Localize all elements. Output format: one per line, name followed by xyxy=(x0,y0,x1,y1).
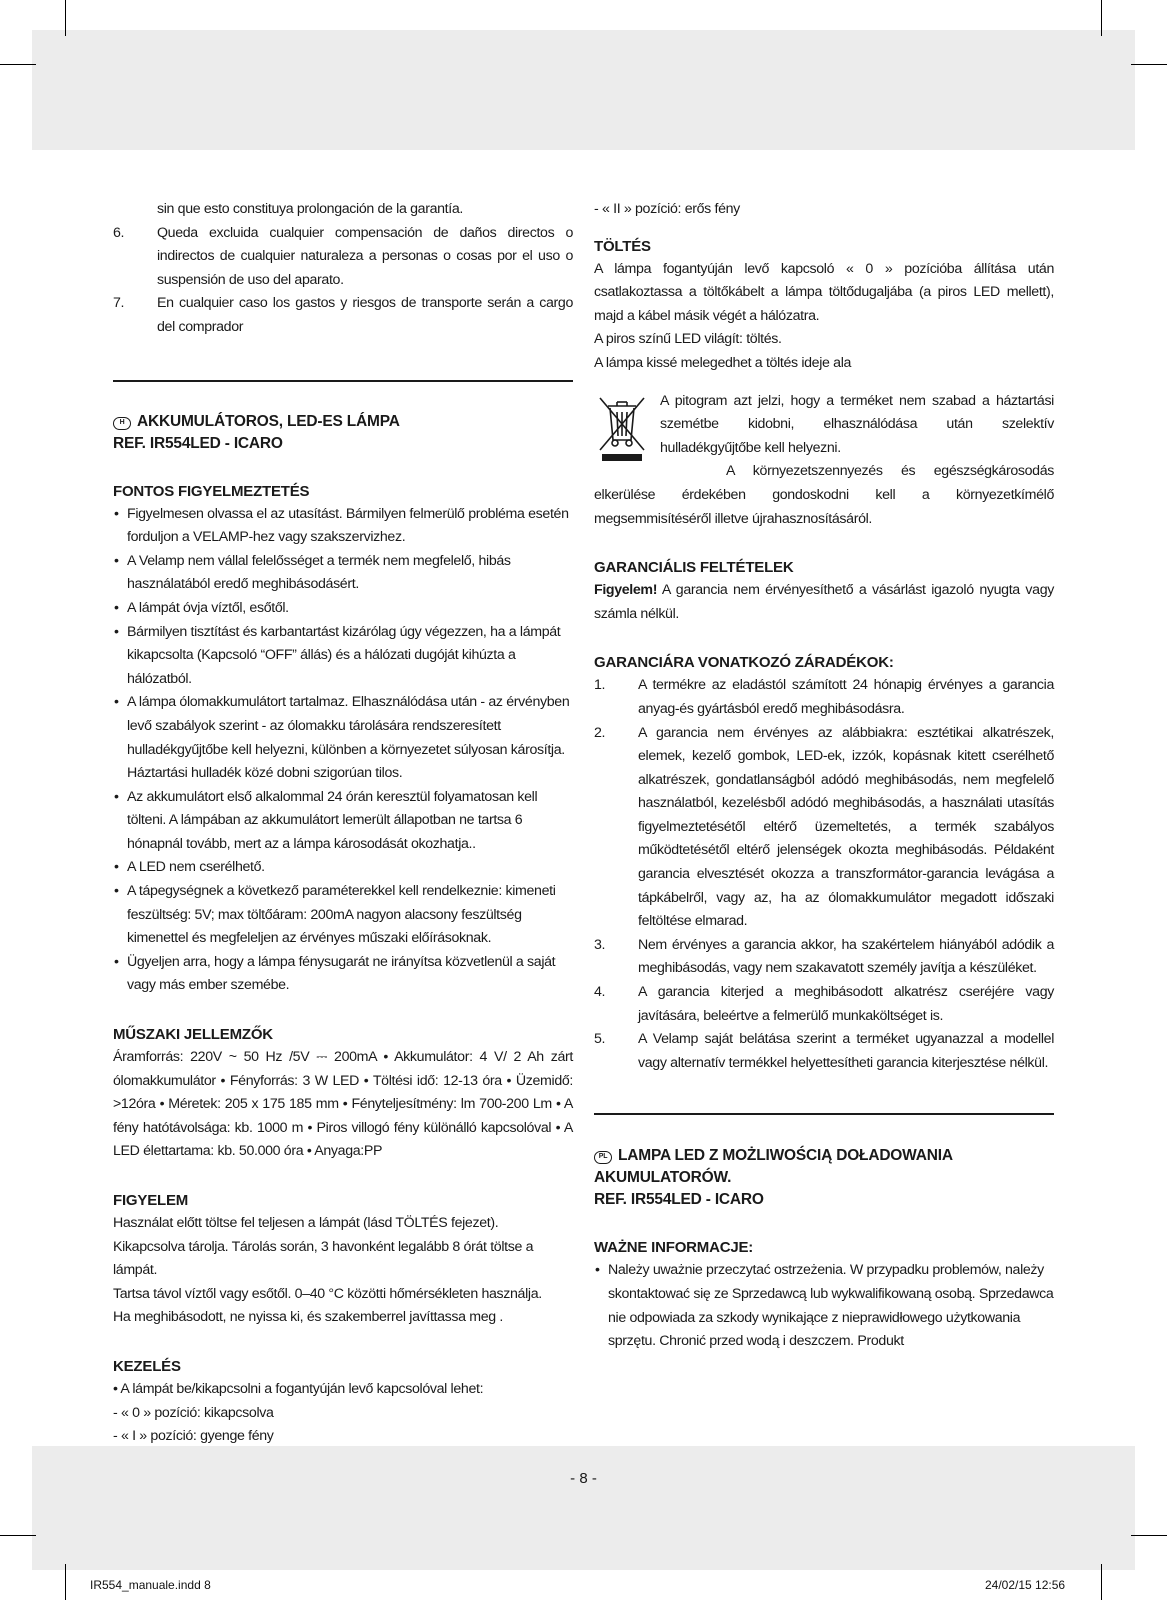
list-item: • Az akkumulátort első alkalommal 24 órán keresztül folyamatosan kell tölteni. A lámpában az akkumulátort lemerült állapotban ne tartsa 6 hónapnál tovább, mert az a lámpa károsodását okozhatja.. xyxy=(113,786,573,857)
list-item: • A LED nem cserélhető. xyxy=(113,856,573,880)
list-item: • Figyelmesen olvassa el az utasítást. Bármilyen felmerülő probléma esetén forduljon a VELAMP-hez vagy szakszervizhez. xyxy=(113,503,573,550)
list-item: • A lámpát óvja víztől, esőtől. xyxy=(113,597,573,621)
list-item: • A tápegységnek a következő paraméterekkel kell rendelkeznie: kimeneti feszültség: 5V; max töltőáram: 200mA nagyon alacsony feszültség kimenettel és megfeleljen az érvényes műszaki előírásoknak. xyxy=(113,880,573,951)
crop-mark xyxy=(1131,64,1167,65)
hu-attention-heading: FIGYELEM xyxy=(113,1192,189,1209)
hu-specs-heading: MŰSZAKI JELLEMZŐK xyxy=(113,1026,273,1044)
hu-warnings-heading: FONTOS FIGYELMEZTETÉS xyxy=(113,482,310,500)
section-divider xyxy=(113,380,573,382)
paragraph-line: A lámpa kissé melegedhet a töltés ideje ala xyxy=(594,354,852,371)
list-item: 5. A Velamp saját belátása szerint a terméket ugyanazzal a modellel vagy alternatív termékkel helyettesítheti garancia kiterjesztése nélkül. xyxy=(594,1031,1054,1071)
list-item: 1. A termékre az eladástól számított 24 hónapig érvényes a garancia anyag-és gyártásból eredő meghibásodásra. xyxy=(594,677,1054,717)
list-item: 3. Nem érvényes a garancia akkor, ha szakértelem hiányából adódik a meghibásodás, vagy nem szakavatott személy javítja a készüléket. xyxy=(594,936,1054,977)
list-item: 4. A garancia kiterjed a meghibásodott alkatrész cseréjére vagy javítására, beleértve a felmerülő munkaköltséget is. xyxy=(594,984,1054,1024)
footer-band xyxy=(32,1446,1135,1570)
poland-badge-icon: PL xyxy=(594,1151,612,1164)
crop-mark xyxy=(1131,1535,1167,1536)
list-item: • A Velamp nem vállal felelősséget a termék nem megfelelő, hibás használatából eredő meghibásodásért. xyxy=(113,550,573,597)
paragraph-line: A lámpa fogantyúján levő kapcsoló « 0 » pozícióba állítása után csatlakoztassa a töltőkábelt a lámpa töltődugaljába (a piros LED mellett), majd a kábel másik végét a hálózatra. xyxy=(594,260,1054,324)
crop-mark xyxy=(0,1535,36,1536)
paragraph-line: Kikapcsolva tárolja. Tárolás során, 3 havonként legalább 8 órát töltse a lámpát. xyxy=(113,1238,534,1279)
charging-heading: TÖLTÉS xyxy=(594,237,651,255)
crop-mark xyxy=(0,64,36,65)
hu-warnings-list xyxy=(113,503,573,998)
list-item: 6. Queda excluida cualquier compensación de daños directos o indirectos de cualquier naturaleza a personas o cosas por el uso o suspensión de uso del aparato. xyxy=(113,224,573,288)
weee-text: A pitogram azt jelzi, hogy a terméket nem szabad a háztartási szemétbe kidobni, elhasználódása után szelektív hulladékgyűjtőbe kell helyezni. xyxy=(660,392,1054,456)
crop-mark xyxy=(65,0,66,36)
paragraph-line: A piros színű LED világít: töltés. xyxy=(594,331,782,348)
crossed-bin-icon xyxy=(594,394,650,462)
list-item: 2. A garancia nem érvényes az alábbiakra: esztétikai alkatrészek, elemek, kezelő gombok, LED-ek, izzók, kopásnak kitett cserélhető alkatrészek, gondatlanságból adódó meghibásodás, nem megfelelő használatból, kezelésből adódó meghibásodás, a használati utasítás figyelmeztetésétől eltérő üzemeltetés, a termék szabályos működtetésétől eltérő jelenségek okozta meghibásodás. Példaként garancia elvesztését okozza a transzformátor-garancia levágása a tápkábelről, vagy az, ha az ólomakkumulátor megadott időszaki feltöltése elmarad. xyxy=(594,724,1054,930)
page-number: - 8 - xyxy=(570,1470,597,1487)
es-clauses-list xyxy=(113,222,573,340)
pl-info-list xyxy=(594,1259,1054,1353)
file-slug: IR554_manuale.indd 8 xyxy=(90,1578,211,1592)
crop-mark xyxy=(1101,0,1102,36)
hu-specs-text: Áramforrás: 220V ~ 50 Hz /5V ⎓ 200mA • Akkumulátor: 4 V/ 2 Ah zárt ólomakkumulátor • Fényforrás: 3 W LED • Töltési idő: 12-13 óra • Üzemidő: >12óra • Méretek: 205 x 175 185 mm • Fényteljesítmény: lm 700-200 Lm • A fény hatótávolsága: kb. 1000 m • Piros villogó fény különálló kapcsolóval • A LED élettartama: kb. 50.000 óra • Anyaga:PP xyxy=(113,1049,573,1160)
paragraph-line: - « I » pozíció: gyenge fény xyxy=(113,1428,274,1445)
clauses-heading: GARANCIÁRA VONATKOZÓ ZÁRADÉKOK: xyxy=(594,654,894,672)
paragraph-line: • A lámpát be/kikapcsolni a fogantyúján levő kapcsolóval lehet: xyxy=(113,1380,484,1397)
clauses-list xyxy=(594,674,1054,1075)
list-item: 7. En cualquier caso los gastos y riesgos de transporte serán a cargo del comprador xyxy=(113,295,573,335)
pl-info-heading: WAŻNE INFORMACJE: xyxy=(594,1239,754,1257)
paragraph-line: Tartsa távol víztől vagy esőtől. 0–40 °C közötti hőmérsékleten használja. xyxy=(113,1285,542,1302)
list-item: • Bármilyen tisztítást és karbantartást kizárólag úgy végezzen, ha a lámpát kikapcsolta (Kapcsoló “OFF” állás) és a hálózati dugóját kihúzta a hálózatból. xyxy=(113,621,573,692)
left-column xyxy=(113,198,573,1449)
list-item: • Należy uważnie przeczytać ostrzeżenia. W przypadku problemów, należy skontaktować się ze Sprzedawcą lub wykwalifikowaną osobą. Sprzedawca nie odpowiada za szkody wynikające z nieprawidłowego użytkowania sprzętu. Chronić przed wodą i deszczem. Produkt xyxy=(594,1259,1054,1353)
paragraph-line: - « II » pozíció: erős fény xyxy=(594,201,740,217)
guarantee-text: Figyelem! A garancia nem érvényesíthető a vásárlást igazoló nyugta vagy számla nélkül. xyxy=(594,582,1054,622)
weee-text-2: A környezetszennyezés és egészségkárosodás elkerülése érdekében gondoskodni kell a környezetkímélő megsemmisítéséről illetve újrahasznosításáról. xyxy=(594,463,1054,527)
hungary-badge-icon: H xyxy=(113,417,131,430)
weee-block xyxy=(594,390,1054,532)
list-item: • Ügyeljen arra, hogy a lámpa fénysugarát ne irányítsa közvetlenül a saját vagy más ember szemébe. xyxy=(113,951,573,998)
paragraph-line: Ha meghibásodott, ne nyissa ki, és szakemberrel javíttassa meg . xyxy=(113,1309,504,1326)
timestamp-slug: 24/02/15 12:56 xyxy=(985,1578,1066,1592)
pl-title: PL LAMPA LED Z MOŻLIWOŚCIĄ DOŁADOWANIA xyxy=(594,1145,1054,1167)
crop-mark xyxy=(1101,1564,1102,1600)
hu-title: H AKKUMULÁTOROS, LED-ES LÁMPA xyxy=(113,411,573,433)
es-continuation: sin que esto constituya prolongación de la garantía. xyxy=(157,201,463,217)
paragraph-line: Használat előtt töltse fel teljesen a lámpát (lásd TÖLTÉS fejezet). xyxy=(113,1215,499,1231)
list-item: • A lámpa ólomakkumulátort tartalmaz. Elhasználódása után - az érvényben levő szabályok szerint - az ólomakku tárolására rendszeresített hulladékgyűjtőbe kell helyezni, különben a környezetet súlyosan károsítja. Háztartási hulladék közé dobni szigorúan tilos. xyxy=(113,691,573,785)
right-column xyxy=(594,198,1054,1354)
hu-operation-heading: KEZELÉS xyxy=(113,1357,181,1375)
pl-title-line2: AKUMULATORÓW. xyxy=(594,1169,732,1187)
hu-ref: REF. IR554LED - ICARO xyxy=(113,434,283,452)
guarantee-heading: GARANCIÁLIS FELTÉTELEK xyxy=(594,559,794,577)
pl-ref: REF. IR554LED - ICARO xyxy=(594,1191,764,1209)
paragraph-line: - « 0 » pozíció: kikapcsolva xyxy=(113,1404,274,1421)
crop-mark xyxy=(65,1564,66,1600)
section-divider xyxy=(594,1113,1054,1115)
header-band xyxy=(32,30,1135,150)
